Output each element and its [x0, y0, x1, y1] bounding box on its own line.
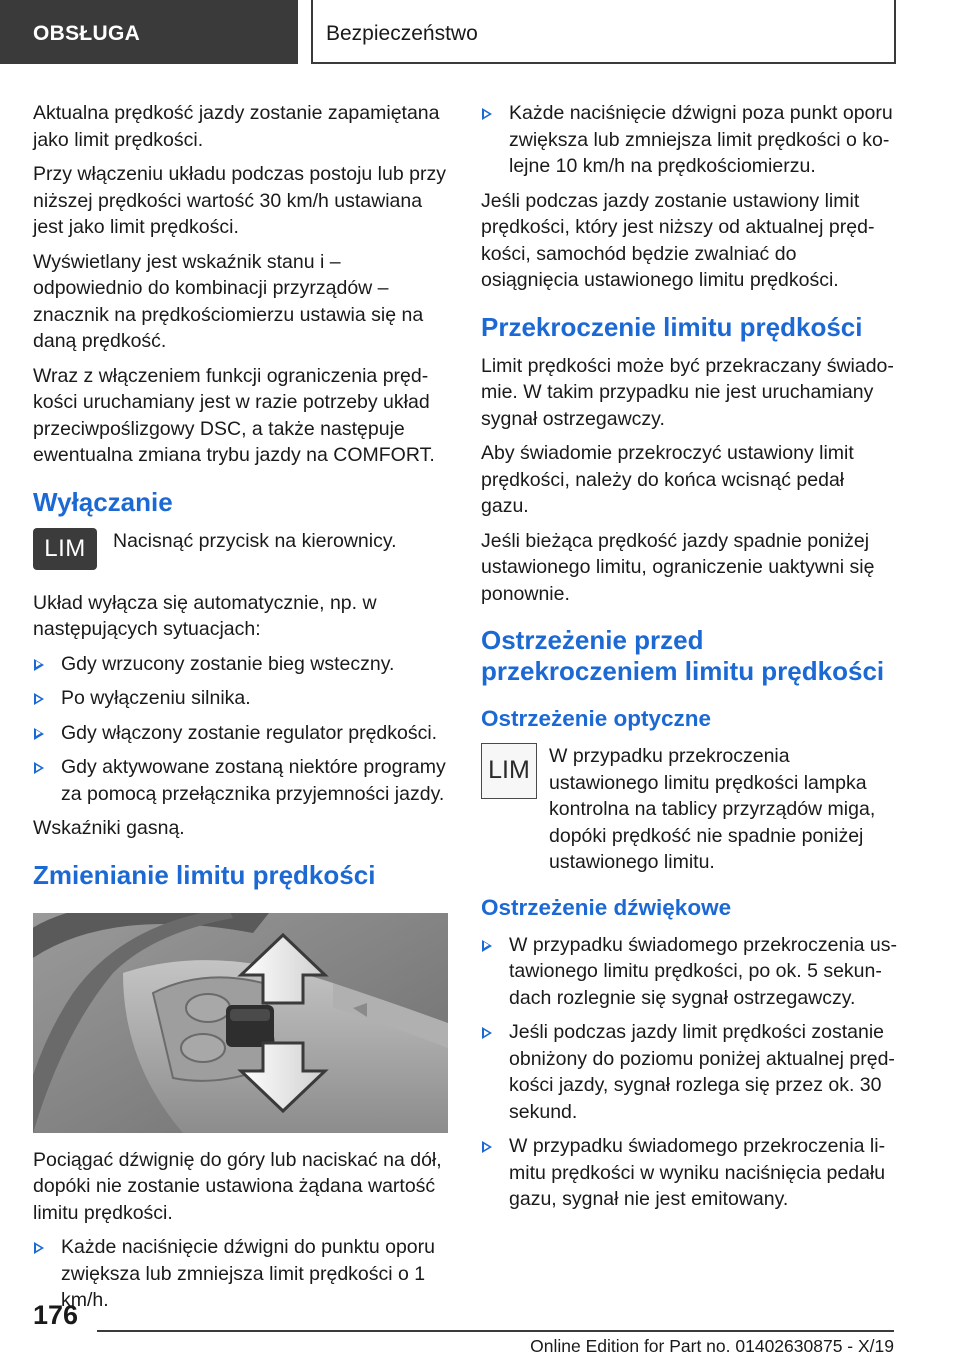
steering-wheel-illustration	[33, 913, 448, 1133]
lim-indicator-row	[481, 743, 897, 876]
list-item: W przypadku świadomego przekroczenia ustawionego limitu prędkości, po ok. 5 sekundach rozlegnie się sygnał ostrzegawczy.	[481, 932, 897, 1012]
heading-exceed-warning: Ostrzeżenie przed przekroczeniem limitu prędkości	[481, 625, 885, 686]
triangle-bullet-icon	[482, 1141, 492, 1153]
lim-button-icon: LIM	[33, 528, 97, 570]
change-limit-list-continued	[481, 100, 897, 180]
lim-button-row	[33, 528, 449, 580]
right-column	[481, 100, 897, 1221]
list-item: Jeśli podczas jazdy limit prędkości zostanie obniżony do poziomu poniżej aktualnej prędkości jazdy, sygnał rozlega się przez ok. 30 sekund.	[481, 1019, 897, 1125]
header-section-label: OBSŁUGA	[33, 22, 141, 45]
paragraph: Wyświetlany jest wskaźnik stanu i – odpowiednio do kombinacji przyrządów – znacznik na prędkościomierzu ustawia się na daną prędkość.	[33, 250, 424, 352]
switch-off-list	[33, 651, 449, 808]
triangle-bullet-icon	[34, 659, 44, 671]
change-limit-list	[33, 1234, 449, 1314]
paragraph: Jeśli podczas jazdy zostanie ustawiony limit prędkości, który jest niższy od aktualnej prędkości, samochód będzie zwalniać do osiągnięcia ustawionego limitu prędkości.	[481, 189, 875, 291]
list-item: Gdy włączony zostanie regulator prędkości.	[33, 720, 449, 747]
header-chapter-label: Bezpieczeństwo	[326, 22, 478, 45]
paragraph: Aktualna prędkość jazdy zostanie zapamiętana jako limit prędkości.	[33, 102, 440, 151]
triangle-bullet-icon	[482, 1027, 492, 1039]
acoustic-warning-list	[481, 932, 897, 1213]
triangle-bullet-icon	[34, 762, 44, 774]
list-item: Każde naciśnięcie dźwigni do punktu oporu zwiększa lub zmniejsza limit prędkości o 1 km/h.	[33, 1234, 449, 1314]
triangle-bullet-icon	[482, 940, 492, 952]
header-chapter-tab	[311, 0, 896, 64]
heading-switch-off: Wyłączanie	[33, 486, 173, 517]
paragraph: Aby świadomie przekroczyć ustawiony limit prędkości, należy do końca wcisnąć pedał gazu.	[481, 442, 854, 517]
triangle-bullet-icon	[34, 728, 44, 740]
heading-change-limit: Zmienianie limitu prędkości	[33, 859, 376, 890]
footer-edition: Online Edition for Part no. 01402630875 - X/19	[530, 1336, 894, 1356]
heading-exceed-limit: Przekroczenie limitu prędkości	[481, 311, 863, 342]
page-number: 176	[33, 1300, 79, 1330]
paragraph: Przy włączeniu układu podczas postoju lub przy niższej prędkości wartość 30 km/h ustawiana jest jako limit prędkości.	[33, 163, 446, 238]
list-item: W przypadku świadomego przekroczenia limitu prędkości w wyniku naciśnięcia pedału gazu, sygnał nie jest emitowany.	[481, 1133, 897, 1213]
paragraph: Jeśli bieżąca prędkość jazdy spadnie poniżej ustawionego limitu, ograniczenie uaktywni się ponownie.	[481, 529, 875, 605]
footer-divider	[97, 1330, 894, 1332]
triangle-bullet-icon	[482, 108, 492, 120]
list-item: Gdy aktywowane zostaną niektóre programy za pomocą przełącznika przyjemności jazdy.	[33, 754, 449, 807]
paragraph: Wskaźniki gasną.	[33, 817, 185, 839]
lim-indicator-icon: LIM	[481, 743, 537, 799]
paragraph: Układ wyłącza się automatycznie, np. w następujących sytuacjach:	[33, 591, 377, 640]
triangle-bullet-icon	[34, 693, 44, 705]
header-section-tab	[0, 0, 298, 64]
list-item: Każde naciśnięcie dźwigni poza punkt oporu zwiększa lub zmniejsza limit prędkości o kolejne 10 km/h na prędkościomierzu.	[481, 100, 897, 180]
paragraph: Pociągać dźwignię do góry lub naciskać na dół, dopóki nie zostanie ustawiona żądana wartość limitu prędkości.	[33, 1148, 442, 1224]
steering-wheel-lever-icon	[33, 913, 448, 1133]
paragraph: Nacisnąć przycisk na kierownicy.	[113, 529, 397, 552]
heading-optical-warning: Ostrzeżenie optyczne	[481, 706, 712, 731]
left-column	[33, 100, 449, 1322]
triangle-bullet-icon	[34, 1242, 44, 1254]
paragraph: W przypadku przekroczenia ustawionego limitu prędkości lampka kontrolna na tablicy przyrządów miga, dopóki prędkość nie spadnie poniżej ustawionego limitu.	[549, 745, 876, 873]
paragraph: Wraz z włączeniem funkcji ograniczenia prędkości uruchamiany jest w razie potrzeby układ przeciwpoślizgowy DSC, a także następuje ewentualna zmiana trybu jazdy na COMFORT.	[33, 364, 435, 466]
paragraph: Limit prędkości może być przekraczany świadomie. W takim przypadku nie jest uruchamiany sygnał ostrzegawczy.	[481, 354, 894, 430]
heading-acoustic-warning: Ostrzeżenie dźwiękowe	[481, 894, 732, 920]
list-item: Gdy wrzucony zostanie bieg wsteczny.	[33, 651, 449, 678]
list-item: Po wyłączeniu silnika.	[33, 685, 449, 712]
